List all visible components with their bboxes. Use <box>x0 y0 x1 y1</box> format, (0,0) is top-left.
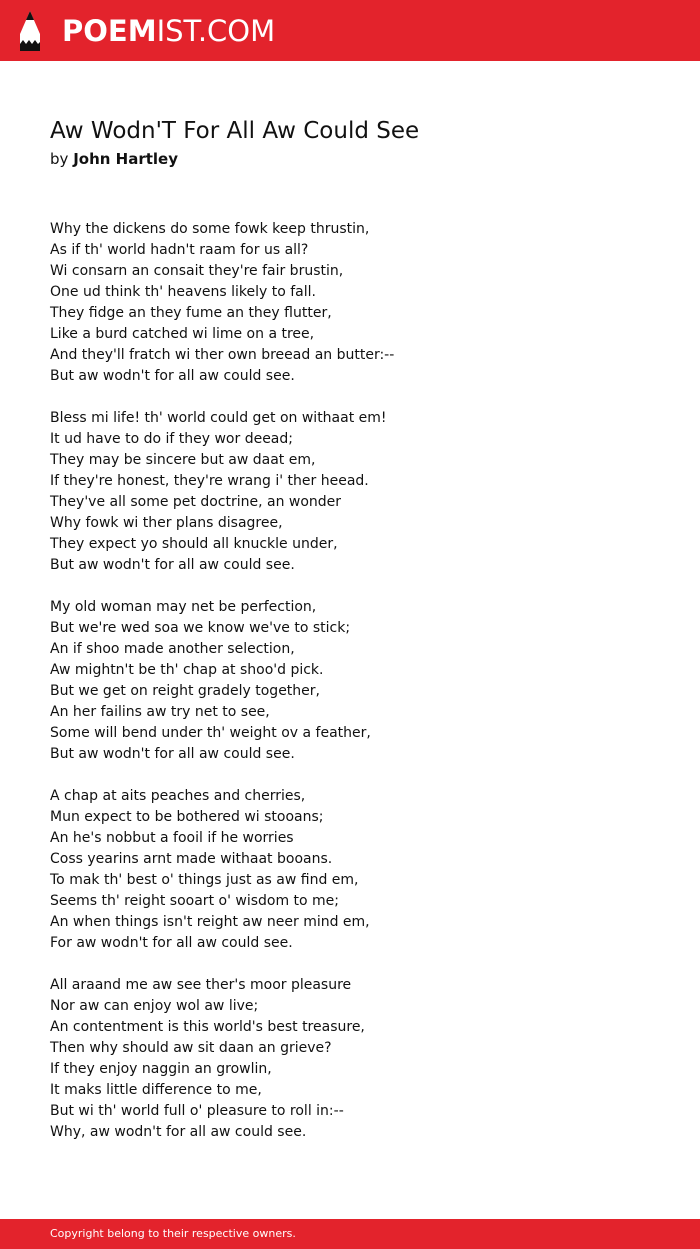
poem-line: Mun expect to be bothered wi stooans; <box>50 809 324 825</box>
poem-line: If they enjoy naggin an growlin, <box>50 1061 272 1077</box>
site-footer <box>0 1219 700 1249</box>
stanza <box>50 408 670 576</box>
poem-title: Aw Wodn'T For All Aw Could See <box>50 118 420 144</box>
stanza <box>50 786 670 954</box>
stanza <box>50 219 670 387</box>
copyright-text: Copyright belong to their respective owners. <box>50 1227 296 1240</box>
site-header <box>0 0 700 61</box>
poem-line: They expect yo should all knuckle under, <box>50 536 338 552</box>
poem-line: To mak th' best o' things just as aw find em, <box>50 872 359 888</box>
poem-line: My old woman may net be perfection, <box>50 599 317 615</box>
poem-line: They've all some pet doctrine, an wonder <box>50 494 342 510</box>
poem-line: But we get on reight gradely together, <box>50 683 320 699</box>
logo-bold-text: POEM <box>62 14 157 48</box>
site-logo[interactable] <box>62 12 275 50</box>
author-name: John Hartley <box>73 150 178 168</box>
poem-line: Bless mi life! th' world could get on withaat em! <box>50 410 387 426</box>
logo-light-text: IST.COM <box>156 14 276 48</box>
poem-line: Nor aw can enjoy wol aw live; <box>50 998 259 1014</box>
poem-line: Some will bend under th' weight ov a feather, <box>50 725 371 741</box>
poem-line: For aw wodn't for all aw could see. <box>50 935 293 951</box>
poem-line: All araand me aw see ther's moor pleasure <box>50 977 352 993</box>
poem-line: Aw mightn't be th' chap at shoo'd pick. <box>50 662 324 678</box>
stanza <box>50 597 670 765</box>
poem-line: They may be sincere but aw daat em, <box>50 452 316 468</box>
poem-line: They fidge an they fume an they flutter, <box>50 305 332 321</box>
poem-line: Seems th' reight sooart o' wisdom to me; <box>50 893 340 909</box>
poem-line: Why, aw wodn't for all aw could see. <box>50 1124 307 1140</box>
poem-line: But aw wodn't for all aw could see. <box>50 557 295 573</box>
poem-line: It maks little difference to me, <box>50 1082 262 1098</box>
poem-line: Why the dickens do some fowk keep thrustin, <box>50 221 370 237</box>
poem-line: It ud have to do if they wor deead; <box>50 431 293 447</box>
by-label: by <box>50 150 69 168</box>
poem-line: Why fowk wi ther plans disagree, <box>50 515 283 531</box>
byline <box>50 149 178 169</box>
poem-line: An her failins aw try net to see, <box>50 704 270 720</box>
poem-line: An he's nobbut a fooil if he worries <box>50 830 294 846</box>
poem-line: One ud think th' heavens likely to fall. <box>50 284 316 300</box>
poem-line: A chap at aits peaches and cherries, <box>50 788 306 804</box>
poem-line: Wi consarn an consait they're fair brustin, <box>50 263 344 279</box>
poem-line: As if th' world hadn't raam for us all? <box>50 242 309 258</box>
pencil-tip-icon[interactable] <box>18 10 42 52</box>
poem-line: An contentment is this world's best treasure, <box>50 1019 365 1035</box>
poem-line: Coss yearins arnt made withaat booans. <box>50 851 333 867</box>
poem-body <box>50 219 670 1164</box>
poem-line: An if shoo made another selection, <box>50 641 295 657</box>
poem-line: But aw wodn't for all aw could see. <box>50 746 295 762</box>
poem-line: Like a burd catched wi lime on a tree, <box>50 326 315 342</box>
poem-line: But aw wodn't for all aw could see. <box>50 368 295 384</box>
poem-line: Then why should aw sit daan an grieve? <box>50 1040 332 1056</box>
poem-line: But we're wed soa we know we've to stick; <box>50 620 351 636</box>
stanza <box>50 975 670 1143</box>
poem-line: If they're honest, they're wrang i' ther heead. <box>50 473 369 489</box>
poem-line: And they'll fratch wi ther own breead an butter:-- <box>50 347 395 363</box>
poem-line: But wi th' world full o' pleasure to roll in:-- <box>50 1103 344 1119</box>
poem-line: An when things isn't reight aw neer mind em, <box>50 914 370 930</box>
